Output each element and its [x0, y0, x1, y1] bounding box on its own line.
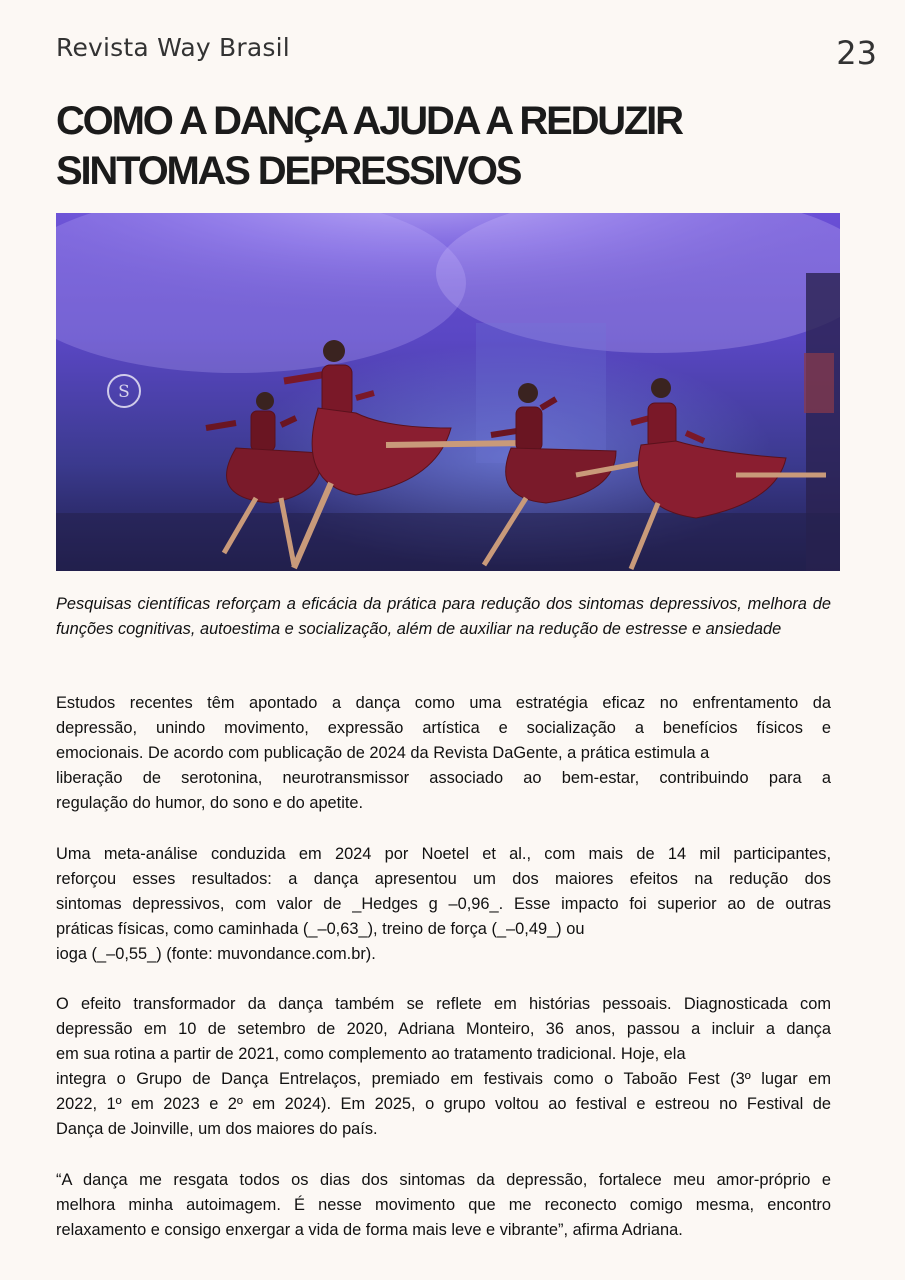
text-line: Estudos recentes têm apontado a dança como uma estratégia eficaz no enfrentamento da: [56, 694, 831, 712]
text-line: liberação de serotonina, neurotransmissor associado ao bem-estar, contribuindo para a: [56, 769, 831, 787]
page-number: 23: [836, 34, 877, 72]
title-line: COMO A DANÇA AJUDA A REDUZIR: [56, 99, 682, 143]
svg-text:S: S: [118, 382, 130, 402]
text-line: O efeito transformador da dança também se reflete em histórias pessoais. Diagnosticada com: [56, 995, 831, 1013]
text-line: Uma meta-análise conduzida em 2024 por Noetel et al., com mais de 14 mil participantes,: [56, 845, 831, 863]
text-line: melhora minha autoimagem. É nesse movimento que me reconecto comigo mesma, encontro: [56, 1196, 831, 1214]
text-line: regulação do humor, do sono e do apetite.: [56, 794, 364, 812]
body-paragraph: [56, 842, 831, 967]
text-line: integra o Grupo de Dança Entrelaços, premiado em festivais como o Taboão Fest (3º lugar em: [56, 1070, 831, 1088]
body-paragraph: [56, 1168, 831, 1243]
lead-paragraph: Pesquisas científicas reforçam a eficácia da prática para redução dos sintomas depressivos, melhora de funções cognitivas, autoestima e socialização, além de auxiliar na redução de estresse e ansiedade: [56, 595, 831, 638]
text-line: Dança de Joinville, um dos maiores do país.: [56, 1120, 378, 1138]
article-title: [56, 96, 846, 196]
text-line: emocionais. De acordo com publicação de 2024 da Revista DaGente, a prática estimula a: [56, 744, 710, 762]
title-line: SINTOMAS DEPRESSIVOS: [56, 149, 521, 193]
body-paragraph: [56, 691, 831, 816]
text-line: “A dança me resgata todos os dias dos sintomas da depressão, fortalece meu amor-próprio e: [56, 1171, 831, 1189]
text-line: sintomas depressivos, com valor de _Hedges g –0,96_. Esse impacto foi superior ao de outras: [56, 895, 831, 913]
text-line: 2022, 1º em 2023 e 2º em 2024). Em 2025, o grupo voltou ao festival e estreou no Festival de: [56, 1095, 831, 1113]
text-line: relaxamento e consigo enxergar a vida de forma mais leve e vibrante”, afirma Adriana.: [56, 1221, 683, 1239]
body-paragraph: [56, 992, 831, 1142]
text-line: depressão em 10 de setembro de 2020, Adriana Monteiro, 36 anos, passou a incluir a dança: [56, 1020, 831, 1038]
text-line: depressão, unindo movimento, expressão artística e socialização a benefícios físicos e: [56, 719, 831, 737]
magazine-name: Revista Way Brasil: [56, 33, 290, 62]
dance-photo: [56, 213, 840, 571]
text-line: em sua rotina a partir de 2021, como complemento ao tratamento tradicional. Hoje, ela: [56, 1045, 686, 1063]
text-line: ioga (_–0,55_) (fonte: muvondance.com.br).: [56, 945, 376, 963]
text-line: práticas físicas, como caminhada (_–0,63_), treino de força (_–0,49_) ou: [56, 920, 585, 938]
text-line: reforçou esses resultados: a dança apresentou um dos maiores efeitos na redução dos: [56, 870, 831, 888]
